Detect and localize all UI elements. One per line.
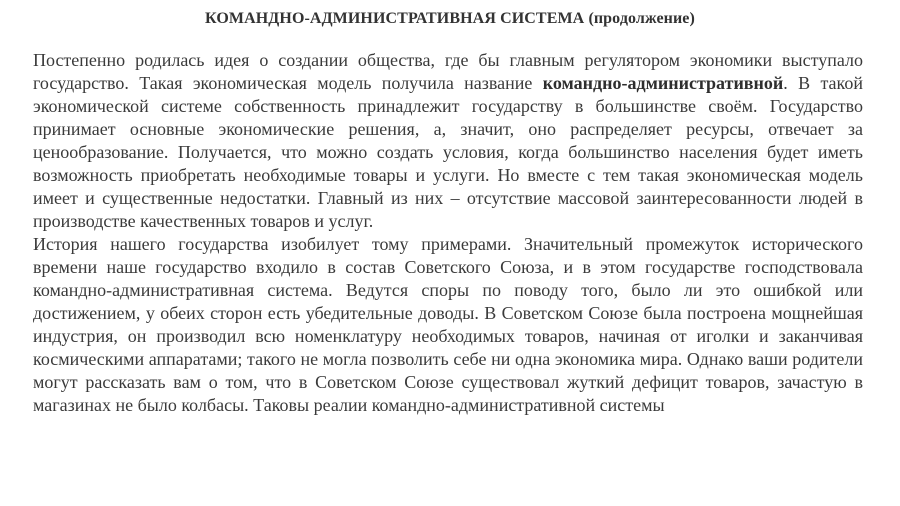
paragraph-1-part-1: Постепенно родилась идея о создании общества, где бы главным регулятором экономики выступало государство. Такая экономическая модель получила название xyxy=(33,50,863,93)
paragraph-1 xyxy=(33,49,863,233)
title-main: КОМАНДНО-АДМИНИСТРАТИВНАЯ СИСТЕМА xyxy=(205,10,585,27)
body-text xyxy=(33,49,863,417)
slide-title xyxy=(0,10,900,28)
paragraph-1-part-2: . В такой экономической системе собственность принадлежит государству в большинстве своём. Государство принимает основные экономические решения, а, значит, оно распределяет ресурсы, отвечает за ценообразование. Получается, что можно создать условия, когда большинство населения будет иметь возможность приобретать необходимые товары и услуги. Но вместе с тем такая экономическая модель имеет и существенные недостатки. Главный из них – отсутствие массовой заинтересованности людей в производстве качественных товаров и услуг. xyxy=(33,73,863,231)
paragraph-1-bold-term: командно-административной xyxy=(542,73,784,93)
paragraph-2: История нашего государства изобилует тому примерами. Значительный промежуток исторического времени наше государство входило в состав Советского Союза, и в этом государстве господствовала командно-административная система. Ведутся споры по поводу того, было ли это ошибкой или достижением, у обеих сторон есть убедительные доводы. В Советском Союзе была построена мощнейшая индустрия, он производил всю номенклатуру необходимых товаров, начиная от иголки и заканчивая космическими аппаратами; такого не могла позволить себе ни одна экономика мира. Однако ваши родители могут рассказать вам о том, что в Советском Союзе существовал жуткий дефицит товаров, зачастую в магазинах не было колбасы. Таковы реалии командно-административной системы xyxy=(33,234,863,415)
title-subtitle: (продолжение) xyxy=(588,10,695,27)
